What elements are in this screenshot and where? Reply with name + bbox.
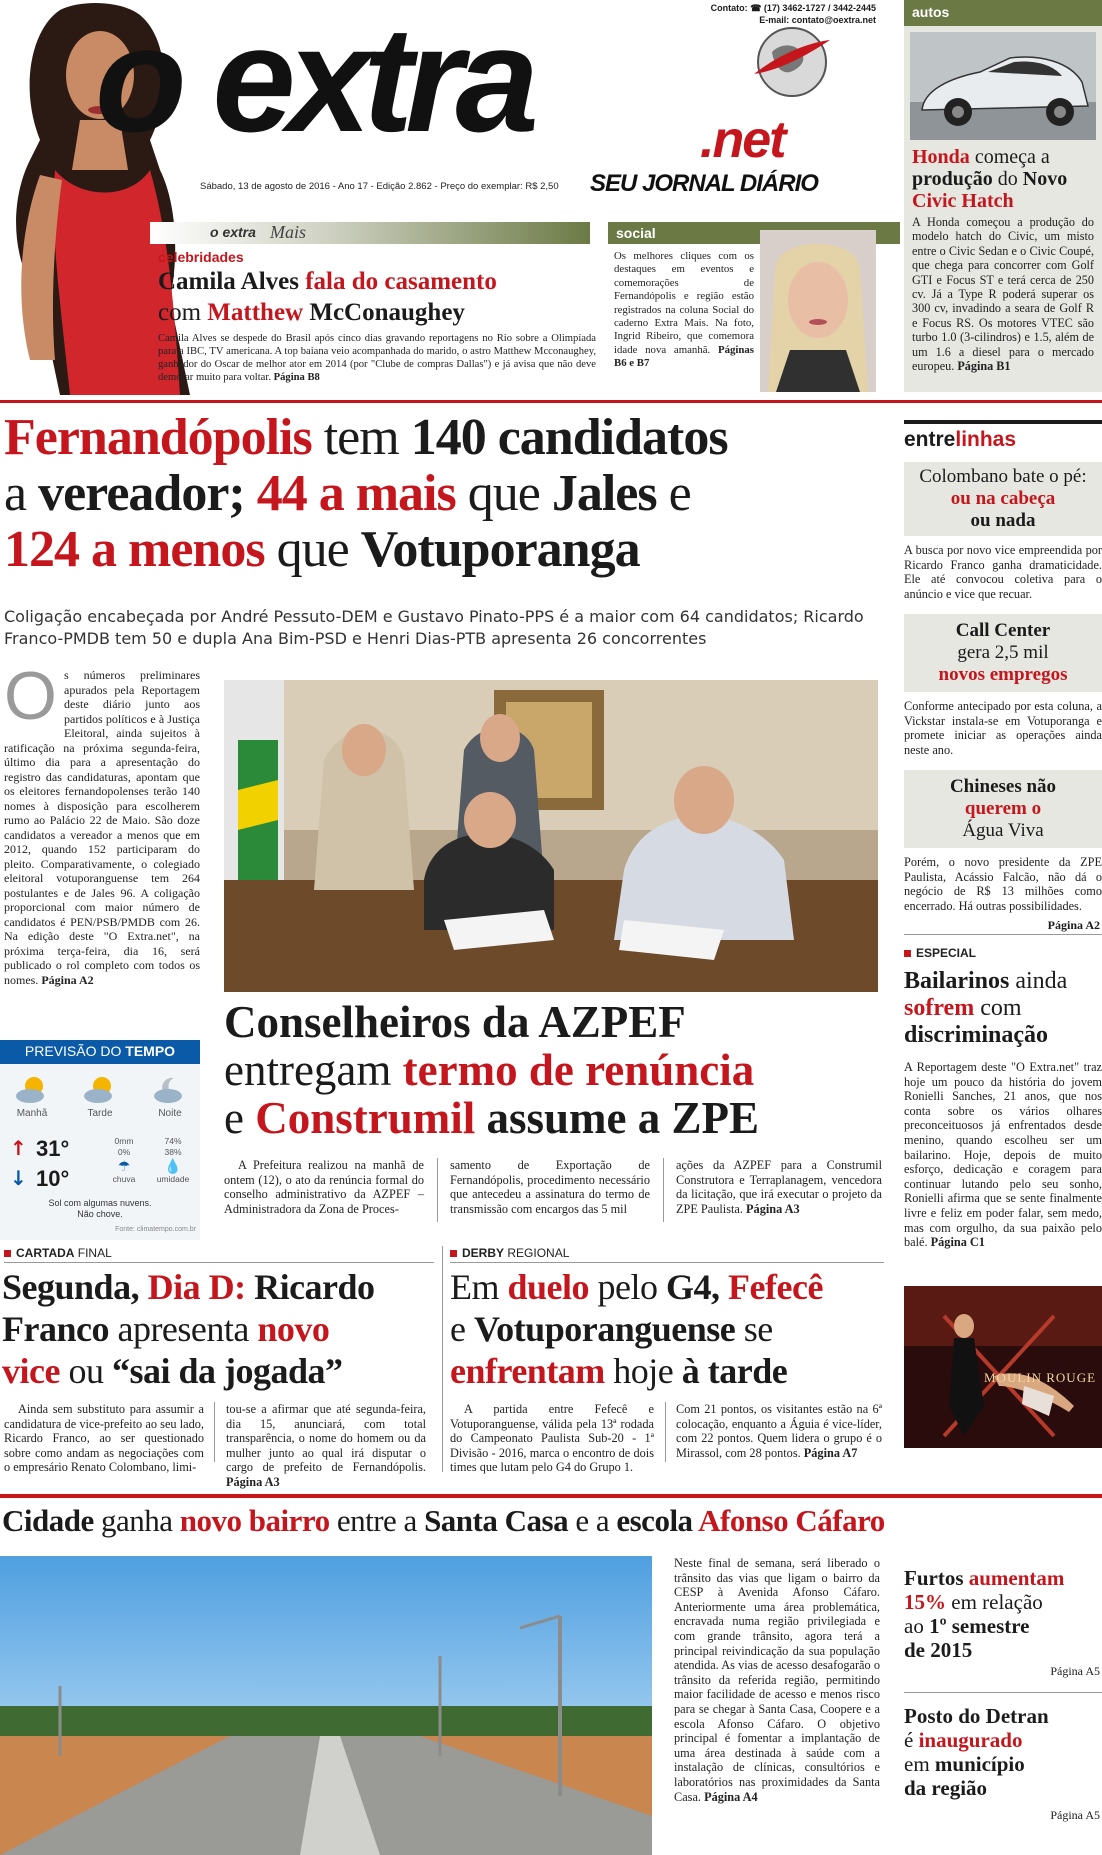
logo-word: o extra (95, 0, 531, 163)
social-page-ref: Páginas B6 e B7 (614, 343, 755, 370)
azpef-col-3 (676, 1158, 882, 1216)
bairro-top-rule (0, 1494, 1102, 1498)
azpef-col-2: samento de Exportação de Fernandópolis, procedimento necessário que antecedeu a assinatura do termo de transmissão com encargos das 5 mil (450, 1158, 650, 1216)
contact-email: E-mail: contato@oextra.net (759, 15, 876, 25)
azpef-headline-line-2 (224, 1046, 884, 1094)
entrelinhas-title-b: linhas (955, 428, 1017, 451)
headline-run: Segunda, (2, 1267, 148, 1307)
especial-body-text: A Reportagem deste "O Extra.net" traz hoje um pouco da história do jovem Ronielli Sanches, 21 anos, que nos conta sobre os vários olhares preconceituosos já enfrentados desde menino, quando escolheu ser um bailarino. Hoje, depois de muito esforço, dedicação e coragem para continuar lutando pelo seu sonho, Ronielli afirma que se sente finalmente livre e feliz em poder falar, sem medo, mas com orgulho, da sua paixão pelo balé. (904, 1060, 1102, 1250)
headline-run: Civic Hatch (912, 190, 1014, 212)
rain-block (104, 1136, 144, 1185)
lead-headline-line-3 (4, 522, 884, 578)
autos-body (912, 215, 1094, 373)
headline-run: Call Center (955, 620, 1051, 641)
cartada-headline-line-3 (2, 1350, 442, 1392)
headline-run: inaugurado (918, 1728, 1023, 1752)
headline-run: Chineses não (949, 776, 1057, 797)
weather-summary (0, 1198, 200, 1220)
cartada-page-ref: Página A3 (226, 1474, 280, 1489)
mais-page-ref: Página B8 (273, 372, 320, 383)
detran-page-ref: Página A5 (1050, 1808, 1100, 1822)
headline-run: e (656, 465, 691, 522)
bairro-headline (2, 1502, 1102, 1540)
derby-headline (450, 1266, 890, 1392)
lead-dropcap: O (4, 658, 57, 734)
ballet-photo-sign: MOULIN ROUGE (984, 1370, 1097, 1385)
headline-run: ganha (93, 1503, 180, 1538)
cartada-headline-line-1 (2, 1266, 442, 1308)
temp-max-arrow-icon: ↑ (10, 1136, 27, 1160)
headline-run: pelo (589, 1267, 667, 1307)
headline-run: ou nada (970, 510, 1036, 531)
cartada-headline-line-2 (2, 1308, 442, 1350)
entrelinhas-item-1-head (904, 462, 1102, 536)
headline-run: Posto do Detran (904, 1704, 1049, 1728)
temp-min: 10° (36, 1166, 70, 1191)
headline-run: escola (616, 1503, 699, 1538)
entrelinhas-item-2-head (904, 614, 1102, 692)
bairro-body (674, 1556, 880, 1804)
headline-run: vereador; (38, 465, 245, 522)
derby-kicker-a: DERBY (462, 1246, 505, 1260)
headline-run: 15% (904, 1590, 946, 1614)
bairro-body-text: Neste final de semana, será liberado o trânsito das vias que ligam o bairro da CESP à Avenida Afonso Cáfaro. Anteriormente uma área problemática, encravada numa região privilegiada e com grande trânsito, agora terá a principal reivindicação da sua população atendida. As vias de acesso desafogarão o trânsito da referida região, permitindo maior facilidade de acesso e menos risco para se chegar à Santa Casa, Coopere e a escola Afonso Cáfaro. O objetivo principal é fomentar a implantação de uma área destinada à saúde com a instalação de clínicas, consultórios e laboratórios nas proximidades da Santa Casa. (674, 1556, 880, 1804)
furtos-headline (904, 1566, 1102, 1662)
humidity-a: 74% (164, 1136, 182, 1146)
weather-icons (0, 1070, 200, 1130)
headline-run: Colombano bate o pé: (919, 466, 1087, 487)
lead-page-ref: Página A2 (41, 972, 94, 987)
humidity-block (150, 1136, 196, 1185)
entrelinhas-item-2-body: Conforme antecipado por esta coluna, a Vickstar instala-se em Votuporanga e promete iniciar as operações ainda neste ano. (904, 699, 1102, 757)
detran-headline (904, 1704, 1102, 1800)
mais-banner-right: Mais (270, 222, 306, 242)
autos-headline (912, 146, 1096, 212)
headline-run: ou na cabeça (950, 488, 1056, 509)
ballet-photo (904, 1286, 1102, 1448)
rain-label: chuva (112, 1174, 136, 1184)
autos-body-text: A Honda começou a produção do modelo hatch do Civic, um misto entre o Civic Sedan e o Civic Coupé, que chega para concorrer com Golf GTI e Focus ST e terá cerca de 250 cv. Já a Type R poderá superar os 300 cv, invadindo a seara de Golf R e Focus RS. Os motores VTEC são turbo 1.0 (3-cilindros) e 1.5, além de um 1.6 a diesel para o mercado europeu. (912, 215, 1094, 374)
autos-headline-text (912, 146, 1067, 212)
top-divider (0, 400, 1102, 403)
lead-headline (4, 410, 884, 578)
autos-box (904, 0, 1102, 392)
autos-page-ref: Página B1 (957, 359, 1011, 374)
derby-kicker (450, 1246, 569, 1260)
temp-min-arrow-icon: ↓ (10, 1166, 27, 1190)
azpef-col-1: A Prefeitura realizou na manhã de ontem (12), o ato da renúncia formal do conselho administrativo da AZPEF – Administradora da Zona de Proces- (224, 1158, 424, 1216)
derby-headline-line-3 (450, 1350, 890, 1392)
kicker-square-icon (450, 1250, 457, 1257)
headline-run: entre a (329, 1503, 425, 1538)
headline-run: que (264, 521, 361, 578)
weather-summary-b: Não chove. (77, 1209, 123, 1219)
headline-run: Bailarinos (904, 968, 1010, 994)
bairro-headline-text (2, 1503, 885, 1538)
period-manha: Manhã (16, 1108, 48, 1119)
furtos-page-ref: Página A5 (1050, 1664, 1100, 1678)
headline-run: assume a ZPE (475, 1093, 760, 1143)
headline-run: enfrentam (450, 1351, 605, 1391)
headline-run: em (904, 1752, 935, 1776)
azpef-headline-line-3 (224, 1094, 884, 1142)
headline-run: “sai da jogada” (111, 1351, 343, 1391)
especial-body (904, 1060, 1102, 1250)
entrelinhas-item-3-body: Porém, o novo presidente da ZPE Paulista, Acássio Falcão, não dá o negócio de R$ 13 milhões como encerrado. Há outras possibilidades. (904, 855, 1102, 913)
headline-run: a (4, 465, 39, 522)
entrelinhas-title-a: entre (904, 428, 956, 451)
weather-box (0, 1040, 200, 1240)
kicker-square-icon (904, 950, 911, 957)
headline-run: se (735, 1309, 773, 1349)
especial-kicker (904, 946, 976, 960)
headline-run: Construmil (255, 1093, 476, 1143)
entrelinhas-item-3-head (904, 770, 1102, 848)
globe-icon (752, 22, 832, 102)
contact-label: Contato: (710, 3, 748, 13)
derby-col-2-text: Com 21 pontos, os visitantes estão na 6ª colocação, enquanto a Águia é vice-líder, com 22 pontos. Quem lidera o grupo é o Mirassol, com 28 pontos. (676, 1402, 882, 1460)
mais-body-text: Camila Alves se despede do Brasil após cinco dias gravando reportagens no Rio sobre a Olimpíada para a IBC, TV americana. A top baiana veio acompanhada do marido, o astro Matthew Mcconaughey, ganhador do Oscar de melhor ator em 2014 (por "Clube de compras Dallas") e já avisa que não deve demorar muito para voltar. (158, 333, 596, 383)
weather-summary-a: Sol com algumas nuvens. (48, 1198, 152, 1208)
social-body-text: Os melhores cliques com os destaques em eventos e comemorações de Fernandópolis e região estão registrados na coluna Social do caderno Extra Mais. Na foto, Ingrid Ribeiro, que comemora idade nova amanhã. (614, 250, 754, 356)
cartada-col-2-text: tou-se a afirmar que até segunda-feira, dia 15, anunciará, com total transparência, o nome do homem ou da mulher junto ao qual irá disputar o cargo de prefeito de Fernandópolis. (226, 1402, 426, 1475)
weather-title-a: PREVISÃO DO (24, 1043, 126, 1059)
headline-run: novos empregos (938, 664, 1068, 685)
mais-banner (150, 222, 590, 244)
entrelinhas-bottom-rule (904, 934, 1102, 935)
headline-run: apresenta (108, 1309, 258, 1349)
mid-vertical-rule (442, 1246, 443, 1472)
derby-col-rule (665, 1402, 666, 1462)
headline-run: entregam (224, 1045, 403, 1095)
headline-run: 44 a mais (244, 465, 456, 522)
headline-run: em relação (946, 1590, 1043, 1614)
lead-headline-line-1 (4, 410, 884, 466)
headline-run: ao (904, 1614, 930, 1638)
headline-run: Furtos (904, 1566, 969, 1590)
headline-run: ainda (1009, 968, 1068, 994)
headline-run: discriminação (904, 1022, 1048, 1048)
mais-section-label: celebridades (158, 249, 244, 265)
mais-banner-left: o extra (210, 224, 256, 240)
cartada-col-rule (214, 1402, 215, 1462)
entrelinhas-item-1-body: A busca por novo vice empreendida por Ricardo Franco ganha dramaticidade. Ele até convocou coletiva para o anúncio e vice que recuar. (904, 543, 1102, 601)
umbrella-icon: ☂ (117, 1158, 131, 1174)
logo-suffix: .net (700, 111, 785, 169)
furtos-headline-text (904, 1566, 1064, 1662)
contact-block (711, 2, 876, 26)
headline-run: McConaughey (303, 299, 465, 326)
weather-title (0, 1040, 200, 1064)
headline-run: que (455, 465, 552, 522)
derby-headline-line-2 (450, 1308, 890, 1350)
headline-run: município (934, 1752, 1025, 1776)
headline-run: Cidade (2, 1503, 94, 1538)
sun-cloud-icon (80, 1074, 120, 1108)
derby-headline-line-1 (450, 1266, 890, 1308)
headline-run: de 2015 (904, 1638, 973, 1662)
weather-source: Fonte: climatempo.com.br (115, 1226, 196, 1233)
mais-headline-text (158, 268, 497, 326)
azpef-headline-line-1 (224, 998, 884, 1046)
cartada-kicker (4, 1246, 112, 1260)
headline-run: 1º semestre (929, 1614, 1030, 1638)
headline-run: Honda (912, 146, 970, 168)
headline-run: à tarde (681, 1351, 788, 1391)
derby-col-2 (676, 1402, 882, 1460)
headline-run: novo bairro (179, 1503, 330, 1538)
lead-deck: Coligação encabeçada por André Pessuto-DEM e Gustavo Pinato-PPS é a maior com 64 candidatos; Ricardo Franco-PMDB tem 50 e dupla Ana Bim-PSD e Henri Dias-PTB apresenta 26 concorrentes (4, 607, 864, 648)
especial-page-ref: Página C1 (930, 1235, 985, 1250)
headline-run: 140 candidatos (410, 409, 728, 466)
social-label: social (616, 225, 656, 241)
masthead-logo (95, 0, 531, 164)
sun-cloud-icon (12, 1074, 52, 1108)
headline-run: Em (450, 1267, 508, 1307)
headline-run: 124 a menos (4, 521, 265, 578)
detran-headline-text (904, 1704, 1049, 1800)
azpef-col-3-text: ações da AZPEF para a Construmil Construtora e Terraplanagem, vencedora da licitação, que irá executar o projeto da ZPE Paulista. (676, 1158, 882, 1216)
headline-run: Fernandópolis (4, 409, 312, 466)
rain-mm: 0mm (114, 1136, 134, 1146)
kicker-square-icon (4, 1250, 11, 1257)
headline-run: hoje (604, 1351, 682, 1391)
period-noite: Noite (158, 1108, 182, 1119)
cartada-kicker-b: FINAL (74, 1246, 112, 1260)
headline-run: Fefecê (728, 1267, 823, 1307)
bairro-page-ref: Página A4 (704, 1789, 758, 1804)
headline-run: e a (568, 1503, 617, 1538)
headline-run: aumentam (968, 1566, 1065, 1590)
headline-run: vice (2, 1351, 60, 1391)
entrelinhas-title (904, 428, 1016, 452)
right-col-top-rule (904, 420, 1102, 424)
headline-run: começa a (969, 146, 1050, 168)
entrelinhas-item-3-headline (950, 776, 1056, 841)
lead-body (4, 668, 200, 987)
rain-pct: 0% (117, 1147, 131, 1157)
mais-headline (158, 266, 598, 328)
headline-run: com (158, 299, 208, 326)
headline-run: Matthew (207, 299, 304, 326)
headline-run: Jales (551, 465, 657, 522)
derby-kicker-rule (450, 1262, 884, 1263)
headline-run: Novo (1022, 168, 1068, 190)
azpef-headline (224, 998, 884, 1142)
headline-run: termo de renúncia (402, 1045, 755, 1095)
headline-run: Afonso Cáfaro (698, 1503, 885, 1538)
moon-cloud-icon (150, 1074, 190, 1108)
headline-run: Dia D: (147, 1267, 246, 1307)
lead-headline-line-2 (4, 466, 884, 522)
headline-run: Votuporanguense (473, 1309, 736, 1349)
mais-body (158, 332, 596, 384)
headline-run: ou (59, 1351, 112, 1391)
autos-label: autos (904, 0, 1102, 26)
new-neighborhood-photo (0, 1556, 652, 1855)
social-body (614, 250, 754, 371)
headline-run: com (974, 995, 1022, 1021)
headline-run: e (224, 1093, 256, 1143)
cartada-headline (2, 1266, 442, 1392)
headline-run: da região (904, 1776, 988, 1800)
headline-run: Conselheiros da AZPEF (224, 997, 686, 1047)
especial-headline (904, 968, 1102, 1049)
headline-run: Ricardo (245, 1267, 375, 1307)
weather-title-b: TEMPO (125, 1043, 176, 1059)
especial-headline-text (904, 968, 1067, 1048)
cartada-kicker-a: CARTADA (16, 1246, 75, 1260)
temp-max: 31° (36, 1136, 70, 1161)
headline-run: sofrem (904, 995, 975, 1021)
azpef-col-rule-2 (663, 1158, 664, 1222)
humidity-b: 38% (164, 1147, 182, 1157)
lead-body-text: s números preliminares apurados pela Reportagem deste diário junto aos partidos políticos e à Justiça Eleitoral, ainda sujeitos à ratificação na próxima segunda-feira, último dia para a apresentação do registro das candidaturas, apontam que os eleitores fernandopolenses terão 140 nomes à disposição para escolherem rumo ao Palácio 22 de Maio. São doze candidatos a vereador a menos que em 2012, quando 152 participaram do pleito. Comparativamente, o colegiado eleitoral votuporanguense tem 264 postulantes e de Jales 96. A coligação proporcional com maior número de candidatos é PEN/PSB/PMDB com 26. Na edição deste "O Extra.net", na próxima terça-feira, dia 16, será publicado o rol completo com todos os nomes. (4, 668, 200, 987)
headline-run: Água Viva (962, 820, 1044, 841)
azpef-signing-photo (224, 680, 878, 992)
headline-run: fala do casamento (305, 268, 497, 295)
contact-phones: ☎ (17) 3462-1727 / 3442-2445 (750, 3, 876, 13)
especial-kicker-text: ESPECIAL (916, 946, 977, 960)
headline-run: do (992, 168, 1023, 190)
derby-col-1: A partida entre Fefecê e Votuporanguense, válida pela 13ª rodada do Campeonato Paulista Sub-20 - 1ª Divisão - 2016, marca o encontro de dois times que lutam pelo G4 do Grupo 1. (450, 1402, 654, 1475)
headline-run: novo (257, 1309, 330, 1349)
cartada-col-2 (226, 1402, 426, 1490)
derby-page-ref: Página A7 (803, 1445, 858, 1460)
headline-run: Santa Casa (424, 1503, 569, 1538)
headline-run: Franco (2, 1309, 109, 1349)
car-photo (910, 32, 1096, 140)
headline-run: Camila Alves (158, 268, 306, 295)
entrelinhas-page-ref: Página A2 (1047, 918, 1100, 932)
cartada-kicker-rule (4, 1262, 434, 1263)
cartada-col-1: Ainda sem substituto para assumir a candidatura de vice-prefeito ao seu lado, Ricardo Franco, ao ser questionado sobre como andam as negociações com o empresário Renato Colombano, limi- (4, 1402, 204, 1475)
headline-run: gera 2,5 mil (957, 642, 1049, 663)
azpef-page-ref: Página A3 (746, 1201, 800, 1216)
headline-run: produção (912, 168, 993, 190)
azpef-col-rule-1 (437, 1158, 438, 1222)
dateline: Sábado, 13 de agosto de 2016 - Ano 17 - Edição 2.862 - Preço do exemplar: R$ 2,50 (200, 181, 559, 192)
headline-run: é (904, 1728, 919, 1752)
droplet-icon: 💧 (164, 1158, 182, 1174)
headline-run: duelo (507, 1267, 590, 1307)
headline-run: G4, (666, 1267, 729, 1307)
furtos-bottom-rule (904, 1692, 1102, 1693)
entrelinhas-item-1-headline (919, 466, 1086, 531)
period-tarde: Tarde (87, 1108, 113, 1119)
humidity-label: umidade (156, 1174, 190, 1184)
social-photo (760, 230, 876, 392)
headline-run: e (450, 1309, 474, 1349)
headline-run: Votuporanga (360, 521, 640, 578)
headline-run: tem (311, 409, 411, 466)
headline-run: querem o (964, 798, 1042, 819)
derby-kicker-b: REGIONAL (504, 1246, 570, 1260)
entrelinhas-item-2-headline (939, 620, 1068, 685)
slogan: SEU JORNAL DIÁRIO (590, 170, 818, 197)
